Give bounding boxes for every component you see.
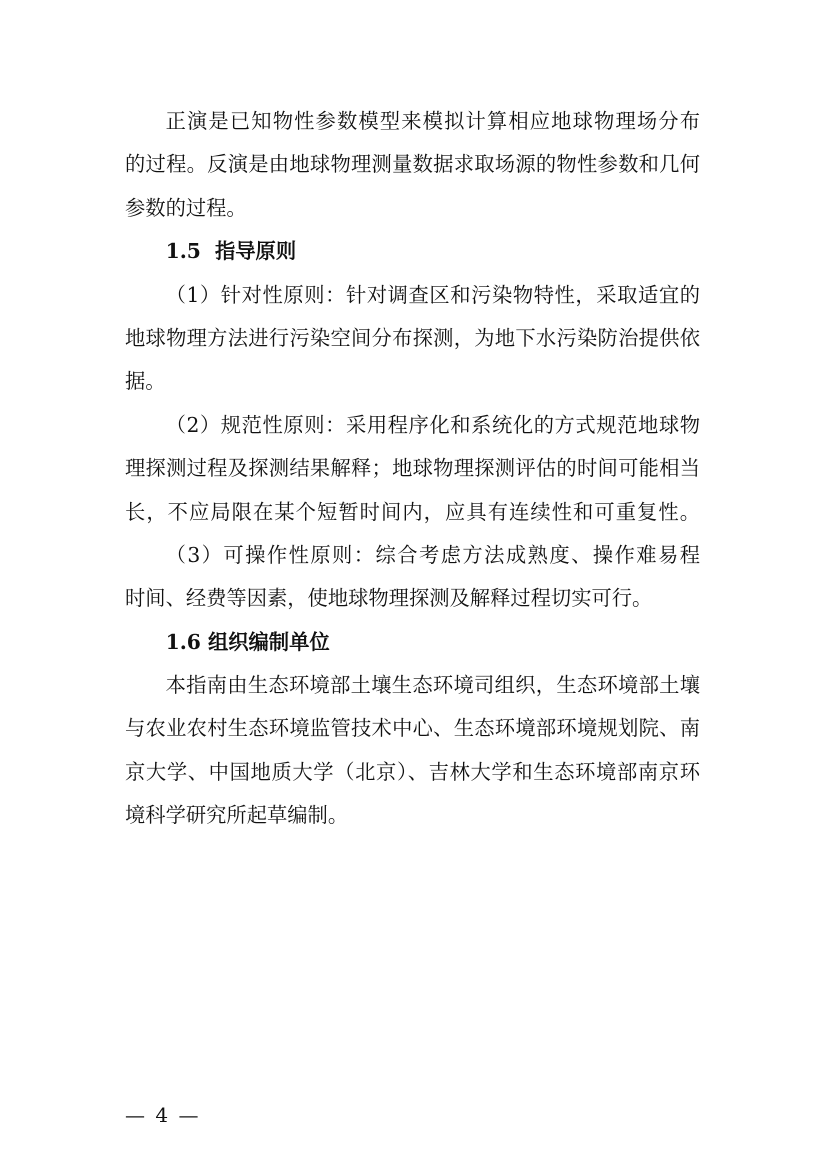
- document-body: [125, 100, 700, 838]
- paragraph-line: 的过程。反演是由地球物理测量数据求取场源的物性参数和几何: [125, 152, 700, 177]
- paragraph-line: 长，不应局限在某个短暂时间内，应具有连续性和可重复性。: [125, 499, 700, 524]
- paragraph-principle-2: [125, 404, 700, 534]
- paragraph-line: 时间、经费等因素，使地球物理探测及解释过程切实可行。: [125, 586, 653, 611]
- paragraph-line: 参数的过程。: [125, 195, 247, 220]
- section-heading-1-5: 1.5 指导原则: [165, 239, 297, 264]
- paragraph-line: 据。: [125, 369, 166, 394]
- paragraph-line: （3）可操作性原则：综合考虑方法成熟度、操作难易程: [165, 542, 700, 567]
- paragraph-line: 地球物理方法进行污染空间分布探测，为地下水污染防治提供依: [125, 325, 700, 350]
- page-number: — 4 —: [125, 1103, 201, 1127]
- paragraph-line: （1）针对性原则：针对调查区和污染物特性，采取适宜的: [165, 282, 700, 307]
- section-heading-1-6: 1.6 组织编制单位: [165, 629, 330, 654]
- paragraph-principle-3: [125, 534, 700, 621]
- paragraph-line: 正演是已知物性参数模型来模拟计算相应地球物理场分布: [165, 109, 700, 133]
- paragraph-line: （2）规范性原则：采用程序化和系统化的方式规范地球物: [165, 412, 700, 437]
- paragraph-line: 理探测过程及探测结果解释；地球物理探测评估的时间可能相当: [125, 456, 700, 481]
- paragraph-principle-1: [125, 274, 700, 404]
- paragraph-line: 境科学研究所起草编制。: [125, 803, 349, 828]
- paragraph-line: 与农业农村生态环境监管技术中心、生态环境部环境规划院、南: [125, 716, 700, 741]
- paragraph-line: 京大学、中国地质大学（北京）、吉林大学和生态环境部南京环: [125, 759, 700, 784]
- paragraph-line: 本指南由生态环境部土壤生态环境司组织，生态环境部土壤: [165, 673, 700, 698]
- paragraph-organizations: [125, 664, 700, 838]
- paragraph-forward-inversion: [125, 100, 700, 230]
